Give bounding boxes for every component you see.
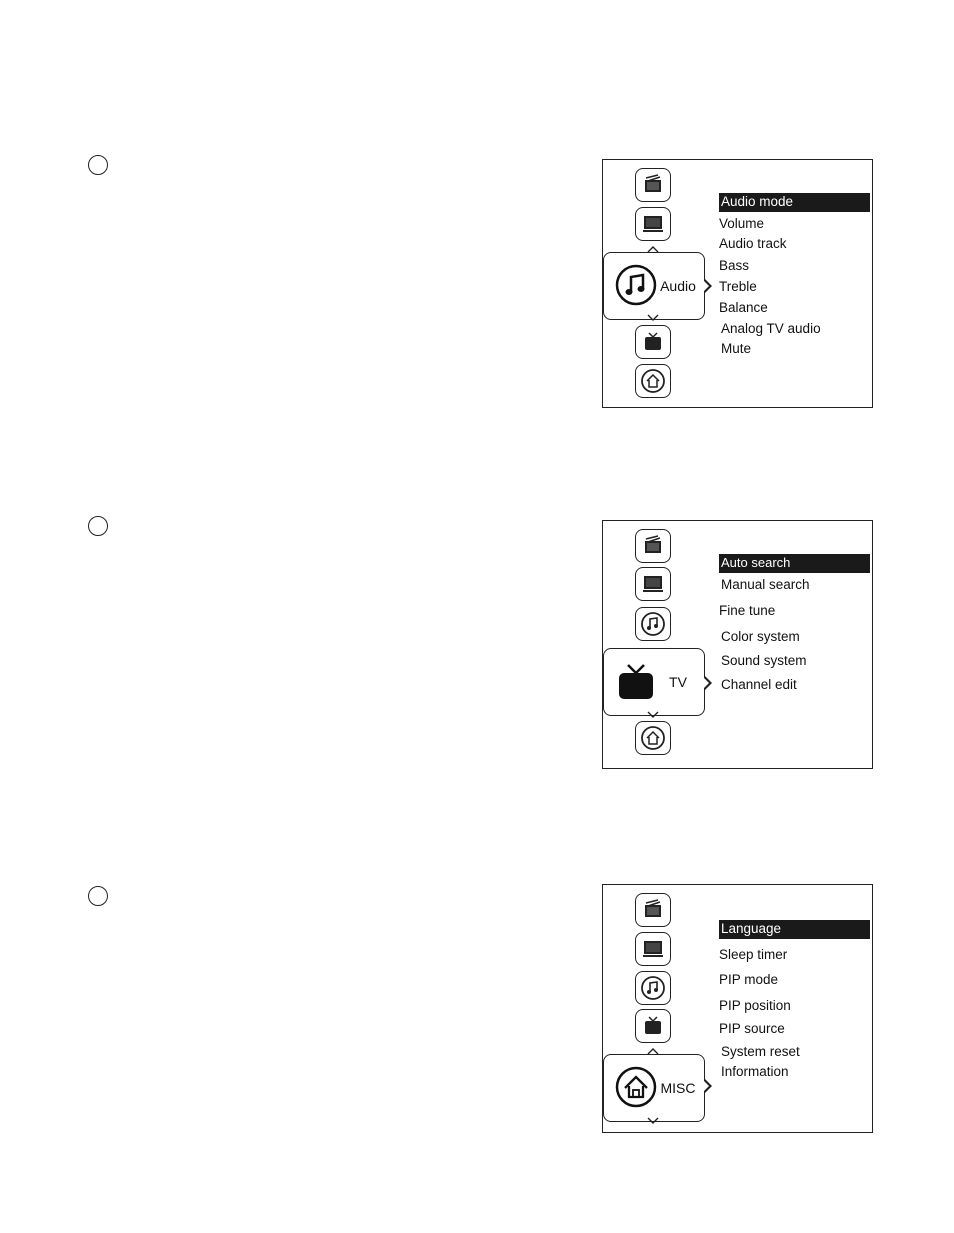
caret-down-icon [647, 1115, 659, 1127]
selected-category-box[interactable] [603, 648, 705, 716]
menu-item-auto-search[interactable]: Auto search [719, 554, 870, 573]
menu-item-pip-position[interactable]: PIP position [719, 998, 791, 1013]
menu-item-mute[interactable]: Mute [721, 341, 752, 356]
menu-item-channel-edit[interactable]: Channel edit [721, 677, 797, 692]
submenu-arrow-icon [705, 676, 712, 690]
home-icon[interactable] [635, 721, 671, 755]
monitor-icon[interactable] [635, 932, 671, 966]
section-bullet-tv [88, 516, 108, 536]
caret-down-icon [647, 312, 659, 324]
selected-category-label: Audio [660, 278, 696, 294]
caret-down-icon [647, 709, 659, 721]
menu-item-volume[interactable]: Volume [719, 216, 765, 231]
menu-item-pip-source[interactable]: PIP source [719, 1021, 785, 1036]
menu-item-audio-mode[interactable]: Audio mode [719, 193, 870, 212]
monitor-icon[interactable] [635, 567, 671, 601]
menu-item-analog-tv-audio[interactable]: Analog TV audio [721, 321, 821, 336]
tv-icon[interactable] [635, 1009, 671, 1043]
section-bullet-audio [88, 155, 108, 175]
music-note-icon[interactable] [635, 607, 671, 641]
osd-menu-tv [602, 520, 873, 769]
submenu-arrow-icon [705, 1079, 712, 1093]
tv-icon[interactable] [635, 325, 671, 359]
menu-item-information[interactable]: Information [721, 1064, 789, 1079]
menu-item-sleep-timer[interactable]: Sleep timer [719, 947, 788, 962]
selected-category-label: TV [669, 674, 687, 690]
menu-item-treble[interactable]: Treble [719, 279, 757, 294]
menu-item-bass[interactable]: Bass [719, 258, 750, 273]
submenu-arrow-icon [705, 279, 712, 293]
menu-item-manual-search[interactable]: Manual search [721, 577, 810, 592]
menu-item-system-reset[interactable]: System reset [721, 1044, 800, 1059]
selected-category-box[interactable] [603, 1054, 705, 1122]
osd-menu-audio [602, 159, 873, 408]
menu-item-fine-tune[interactable]: Fine tune [719, 603, 776, 618]
monitor-icon[interactable] [635, 207, 671, 241]
home-icon [613, 1064, 659, 1110]
selected-category-box[interactable] [603, 252, 705, 320]
music-note-icon [613, 262, 659, 308]
picture-icon[interactable] [635, 168, 671, 202]
menu-item-color-system[interactable]: Color system [721, 629, 800, 644]
music-note-icon[interactable] [635, 971, 671, 1005]
menu-item-pip-mode[interactable]: PIP mode [719, 972, 779, 987]
menu-item-audio-track[interactable]: Audio track [719, 236, 787, 251]
osd-menu-misc [602, 884, 873, 1133]
tv-icon [613, 658, 659, 704]
menu-item-balance[interactable]: Balance [719, 300, 768, 315]
section-bullet-misc [88, 886, 108, 906]
selected-category-label: MISC [660, 1080, 696, 1096]
menu-item-sound-system[interactable]: Sound system [721, 653, 807, 668]
home-icon[interactable] [635, 364, 671, 398]
menu-item-language[interactable]: Language [719, 920, 870, 939]
picture-icon[interactable] [635, 529, 671, 563]
picture-icon[interactable] [635, 893, 671, 927]
